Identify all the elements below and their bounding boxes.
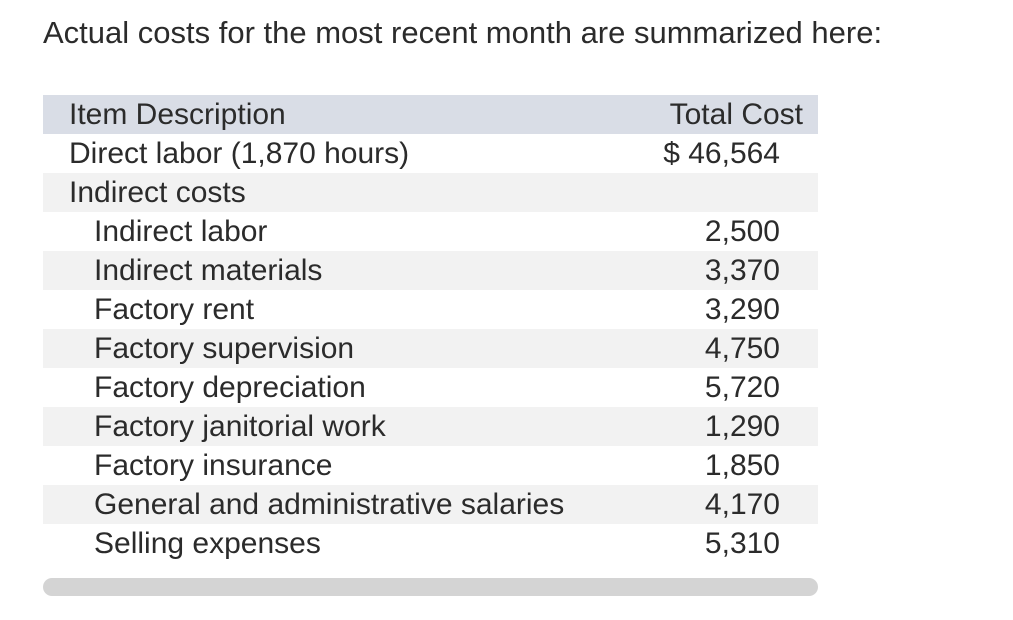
row-description: Direct labor (1,870 hours) xyxy=(69,137,410,170)
intro-text: Actual costs for the most recent month are summarized here: xyxy=(43,15,883,50)
table-row xyxy=(43,524,818,563)
row-description: Factory insurance xyxy=(94,449,333,482)
header-total-cost: Total Cost xyxy=(669,98,803,131)
table-row xyxy=(43,251,818,290)
table-row xyxy=(43,368,818,407)
row-description: General and administrative salaries xyxy=(94,488,565,521)
row-amount: 3,290 xyxy=(704,293,780,326)
table-row xyxy=(43,173,818,212)
row-description: Factory rent xyxy=(94,293,255,326)
row-amount: $ 46,564 xyxy=(663,137,780,170)
table-row xyxy=(43,329,818,368)
table-row xyxy=(43,407,818,446)
row-amount: 1,290 xyxy=(704,410,780,443)
horizontal-scrollbar[interactable] xyxy=(43,578,818,596)
row-description: Factory depreciation xyxy=(94,371,366,404)
table-row xyxy=(43,290,818,329)
table-header-row xyxy=(43,95,818,134)
row-description: Selling expenses xyxy=(94,527,321,560)
row-amount: 4,170 xyxy=(704,488,780,521)
row-description: Indirect labor xyxy=(94,215,268,248)
row-amount: 5,720 xyxy=(704,371,780,404)
row-amount: 3,370 xyxy=(704,254,780,287)
table-row xyxy=(43,134,818,173)
row-amount: 2,500 xyxy=(704,215,780,248)
row-description: Factory janitorial work xyxy=(94,410,386,443)
row-amount: 4,750 xyxy=(704,332,780,365)
table-row xyxy=(43,446,818,485)
cost-table xyxy=(43,95,818,563)
row-description: Indirect materials xyxy=(94,254,323,287)
row-description: Indirect costs xyxy=(69,176,246,209)
table-row xyxy=(43,485,818,524)
row-description: Factory supervision xyxy=(94,332,355,365)
table-row xyxy=(43,212,818,251)
row-amount: 5,310 xyxy=(704,527,780,560)
header-item-description: Item Description xyxy=(69,98,286,131)
row-amount: 1,850 xyxy=(704,449,780,482)
